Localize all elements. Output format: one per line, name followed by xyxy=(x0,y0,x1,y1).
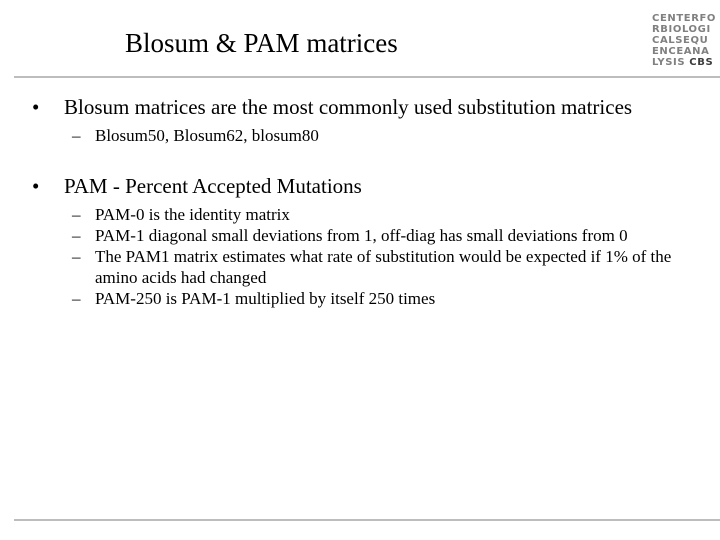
header-divider xyxy=(14,76,720,78)
logo-line-text: LYSIS xyxy=(652,57,686,68)
slide-title: Blosum & PAM matrices xyxy=(125,28,398,58)
sub-bullet-text: PAM-1 diagonal small deviations from 1, off-diag has small deviations from 0 xyxy=(95,226,628,245)
logo-line: CALSEQU xyxy=(652,35,709,46)
sub-bullet-item xyxy=(32,204,702,225)
sub-bullet-marker: – xyxy=(72,226,81,245)
sub-bullet-marker: – xyxy=(72,126,81,145)
bullet-marker: • xyxy=(32,174,40,198)
sub-bullet-text: PAM-250 is PAM-1 multiplied by itself 250 times xyxy=(95,289,436,308)
slide-content xyxy=(32,94,702,309)
logo-line: ENCEANA xyxy=(652,46,710,57)
sub-bullet-text: The PAM1 matrix estimates what rate of substitution would be expected if 1% of the amino acids had changed xyxy=(95,247,672,287)
sub-bullet-text: Blosum50, Blosum62, blosum80 xyxy=(95,126,319,145)
sub-bullet-marker: – xyxy=(72,289,81,308)
sub-bullet-text: PAM-0 is the identity matrix xyxy=(95,205,290,224)
cbs-logo xyxy=(652,13,716,68)
logo-line: CENTERFO xyxy=(652,13,717,24)
logo-line xyxy=(652,57,716,68)
sub-bullet-list xyxy=(32,125,702,146)
logo-cbs-text: CBS xyxy=(689,57,714,68)
sub-bullet-item xyxy=(32,288,702,309)
logo-line: RBIOLOGI xyxy=(652,24,711,35)
sub-bullet-marker: – xyxy=(72,205,81,224)
bullet-item xyxy=(32,94,702,120)
sub-bullet-marker: – xyxy=(72,247,81,266)
sub-bullet-item xyxy=(32,125,702,146)
bullet-text: Blosum matrices are the most commonly used substitution matrices xyxy=(64,95,633,119)
sub-bullet-item xyxy=(32,225,702,246)
footer-divider xyxy=(14,519,720,521)
bullet-item xyxy=(32,173,702,199)
bullet-text: PAM - Percent Accepted Mutations xyxy=(64,174,362,198)
sub-bullet-item xyxy=(32,246,702,288)
bullet-marker: • xyxy=(32,95,40,119)
sub-bullet-list xyxy=(32,204,702,309)
